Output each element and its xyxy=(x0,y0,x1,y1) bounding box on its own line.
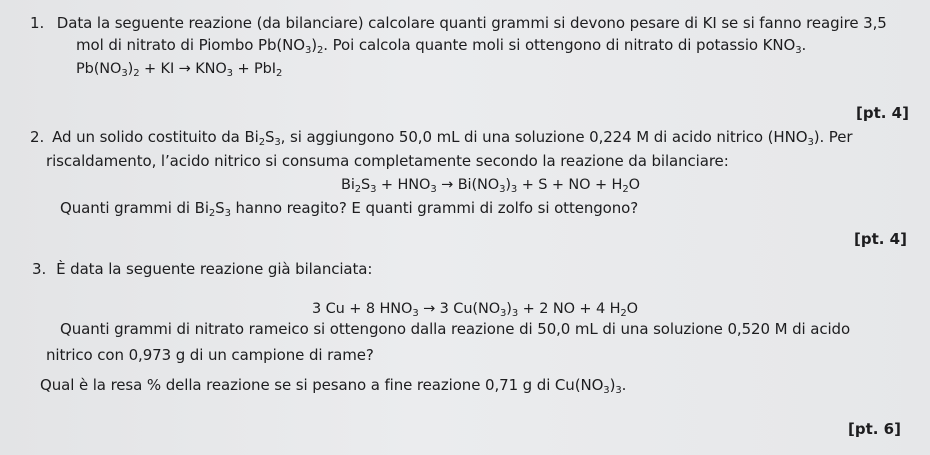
q3-text-4c: . xyxy=(621,376,627,394)
q2-text-3a: Quanti grammi di Bi xyxy=(60,199,209,217)
q1-paren: ) xyxy=(311,36,318,54)
q3-line3: nitrico con 0,973 g di un campione di rame? xyxy=(46,346,374,364)
q3-text-4a: Qual è la resa % della reazione se si pesano a fine reazione 0,71 g di Cu(NO xyxy=(40,376,604,394)
q2-eq-part: + S + NO + H xyxy=(517,177,623,193)
q3-number: 3. xyxy=(32,260,47,278)
q2-sub: 2 xyxy=(208,208,216,219)
q3-eq-part: 3 Cu + 8 HNO xyxy=(312,301,413,317)
q1-eq-part: Pb(NO xyxy=(76,61,122,77)
q3-line1 xyxy=(32,260,372,278)
q3-line2: Quanti grammi di nitrato rameico si ottengono dalla reazione di 50,0 mL di una soluzione 0,520 M di acido xyxy=(60,320,851,338)
q2-eq-part: Bi xyxy=(341,177,355,193)
q2-text-1a: Ad un solido costituito da Bi xyxy=(52,128,259,146)
q2-eq-part: O xyxy=(628,177,640,193)
q2-text-1b: S xyxy=(264,128,275,146)
q3-sub: 3 xyxy=(412,308,419,319)
q2-equation xyxy=(341,176,640,194)
q1-eq-part: + PbI xyxy=(232,61,276,77)
q2-eq-part: + HNO xyxy=(376,177,431,193)
q2-sub: 3 xyxy=(807,137,814,148)
q1-sub: 2 xyxy=(275,68,283,79)
q2-sub: 3 xyxy=(370,184,377,195)
q2-text-3b: S xyxy=(215,199,225,217)
q1-line2 xyxy=(76,36,806,54)
q1-text-2b: . Poi calcola quante moli si ottengono di nitrato di potassio KNO xyxy=(323,36,796,54)
q2-sub: 2 xyxy=(622,184,629,195)
q1-text-2a: mol di nitrato di Piombo xyxy=(76,36,259,54)
q1-sub: 3 xyxy=(795,45,802,56)
q2-sub: 2 xyxy=(258,137,265,148)
q1-points: [pt. 4] xyxy=(856,104,909,122)
q2-line1 xyxy=(30,128,852,146)
q3-eq-part: O xyxy=(626,301,638,317)
q1-sub: 3 xyxy=(304,45,312,56)
q3-sub: 2 xyxy=(620,308,627,319)
q2-line3 xyxy=(60,199,638,217)
q1-eq-part: + KI → KNO xyxy=(139,61,227,77)
q3-line4 xyxy=(40,376,626,394)
q1-sub: 2 xyxy=(317,45,324,56)
q3-equation xyxy=(312,300,638,318)
q2-sub: 3 xyxy=(499,184,506,195)
q1-sub: 2 xyxy=(133,68,140,79)
q2-eq-part: S xyxy=(361,177,371,193)
q2-number: 2. xyxy=(30,128,45,146)
q2-sub: 2 xyxy=(354,184,362,195)
q2-eq-part: → Bi(NO xyxy=(436,177,500,193)
q2-eq-part: ) xyxy=(505,177,511,193)
q2-points: [pt. 4] xyxy=(854,230,907,248)
q3-sub: 3 xyxy=(603,385,610,396)
q3-text-1: È data la seguente reazione già bilanciata: xyxy=(56,260,373,278)
q2-text-1d: ). Per xyxy=(813,128,853,146)
q3-sub: 3 xyxy=(511,308,519,319)
q2-sub: 3 xyxy=(430,184,437,195)
q2-line2: riscaldamento, l’acido nitrico si consuma completamente secondo la reazione da bilanciare: xyxy=(46,152,729,170)
q1-sub: 3 xyxy=(226,68,233,79)
q3-text-4b: ) xyxy=(609,376,616,394)
q3-eq-part: + 2 NO + 4 H xyxy=(518,301,621,317)
q3-eq-part: ) xyxy=(506,301,512,317)
q1-equation xyxy=(76,60,282,78)
q1-line1 xyxy=(30,14,887,32)
q3-eq-part: → 3 Cu(NO xyxy=(418,301,501,317)
q2-sub: 3 xyxy=(224,208,231,219)
q2-sub: 3 xyxy=(274,137,281,148)
q1-number: 1. xyxy=(30,14,45,32)
q1-text-2end: . xyxy=(801,36,807,54)
q3-points: [pt. 6] xyxy=(848,420,901,438)
q1-text-1: Data la seguente reazione (da bilanciare) calcolare quanti grammi si devono pesare di KI se si fanno reagire 3,5 xyxy=(56,14,887,32)
q1-formula-pb: Pb(NO xyxy=(258,36,305,54)
q1-eq-part: ) xyxy=(127,61,134,77)
q2-text-1c: , si aggiungono 50,0 mL di una soluzione 0,224 M di acido nitrico (HNO xyxy=(280,128,808,146)
q3-sub: 3 xyxy=(500,308,507,319)
q2-sub: 3 xyxy=(510,184,518,195)
q1-sub: 3 xyxy=(121,68,128,79)
q2-text-3c: hanno reagito? E quanti grammi di zolfo si ottengono? xyxy=(230,199,639,217)
q3-sub: 3 xyxy=(615,385,622,396)
